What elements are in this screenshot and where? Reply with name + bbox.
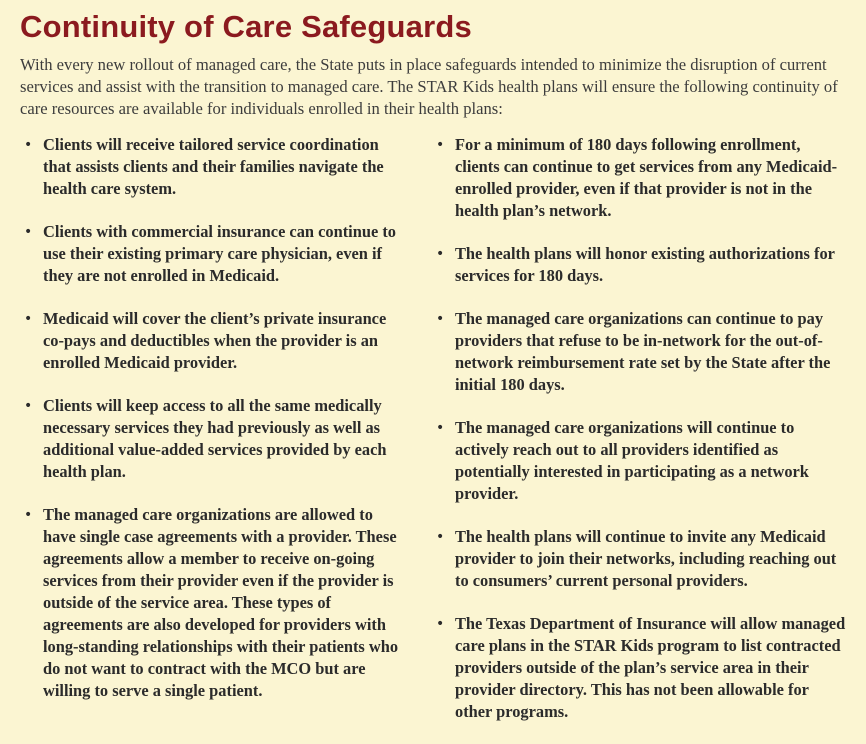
list-item — [20, 504, 402, 702]
left-bullet-list — [20, 134, 402, 723]
bullet-icon: • — [24, 224, 33, 240]
safeguards-columns — [20, 134, 846, 721]
bullet-icon: • — [436, 420, 445, 436]
list-item-text: The managed care organizations can continue to pay providers that refuse to be in-network for the out-of-network reimbursement rate set by the State after the initial 180 days. — [455, 309, 831, 394]
bullet-icon: • — [436, 616, 445, 632]
list-item — [432, 613, 846, 723]
list-item-text: The health plans will continue to invite any Medicaid provider to join their networks, including reaching out to consumers’ current personal providers. — [455, 527, 837, 590]
bullet-icon: • — [436, 311, 445, 327]
list-item — [20, 134, 402, 200]
list-item-text: The health plans will honor existing authorizations for services for 180 days. — [455, 244, 835, 285]
list-item — [432, 417, 846, 505]
bullet-icon: • — [24, 311, 33, 327]
list-item-text: Clients will keep access to all the same medically necessary services they had previously as well as additional value-added services provided by each health plan. — [43, 396, 387, 481]
list-item-text: For a minimum of 180 days following enrollment, clients can continue to get services from any Medicaid-enrolled provider, even if that provider is not in the health plan’s network. — [455, 135, 838, 220]
list-item — [432, 243, 846, 287]
bullet-icon: • — [436, 137, 445, 153]
list-item — [432, 526, 846, 592]
list-item — [20, 308, 402, 374]
bullet-icon: • — [24, 507, 33, 523]
list-item-text: Clients with commercial insurance can continue to use their existing primary care physician, even if they are not enrolled in Medicaid. — [43, 222, 396, 285]
right-bullet-list — [432, 134, 846, 744]
bullet-icon: • — [436, 246, 445, 262]
list-item — [432, 308, 846, 396]
list-item-text: Clients will receive tailored service coordination that assists clients and their families navigate the health care system. — [43, 135, 384, 198]
bullet-icon: • — [24, 137, 33, 153]
page-title: Continuity of Care Safeguards — [20, 9, 472, 44]
list-item-text: The managed care organizations are allowed to have single case agreements with a provider. These agreements allow a member to receive on-going services from their provider even if the provider is outside of the service area. These types of agreements are also developed for providers with long-standing relationships with their patients who do not want to contract with the MCO but are willing to serve a single patient. — [43, 505, 399, 700]
list-item — [432, 134, 846, 222]
list-item — [20, 395, 402, 483]
bullet-icon: • — [436, 529, 445, 545]
list-item-text: The managed care organizations will continue to actively reach out to all providers identified as potentially interested in participating as a network provider. — [455, 418, 809, 503]
bullet-icon: • — [24, 398, 33, 414]
list-item-text: Medicaid will cover the client’s private insurance co-pays and deductibles when the provider is an enrolled Medicaid provider. — [43, 309, 387, 372]
intro-paragraph: With every new rollout of managed care, the State puts in place safeguards intended to minimize the disruption of current services and assist with the transition to managed care. The STAR Kids health plans will ensure the following continuity of care resources are available for individuals enrolled in their health plans: — [20, 55, 838, 118]
list-item-text: The Texas Department of Insurance will allow managed care plans in the STAR Kids program to list contracted providers outside of the plan’s service area in their provider directory. This has not been allowable for other programs. — [455, 614, 846, 721]
list-item — [20, 221, 402, 287]
